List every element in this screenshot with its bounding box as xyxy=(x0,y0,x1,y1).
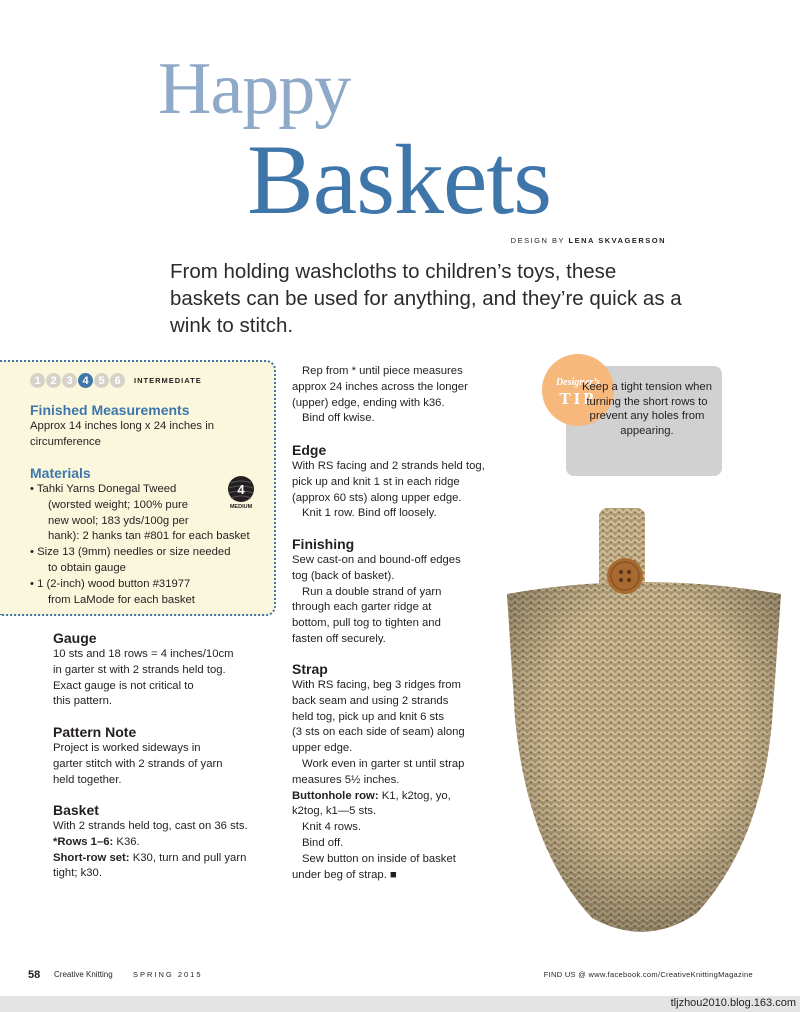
knitted-basket-photo xyxy=(497,508,787,940)
pattern-note-heading: Pattern Note xyxy=(53,724,137,740)
materials-item-yarn: • Tahki Yarns Donegal Tweed (worsted weight; 100% pure new wool; 183 yds/100g per hank): 2 hanks tan #801 for each basket xyxy=(30,482,270,545)
strap-text: With RS facing, beg 3 ridges from back seam and using 2 strands held tog, pick up and knit 6 sts (3 sts on each side of seam) along upper edge. Work even in garter st until strap measures 5½ inches. Buttonhole row: K1, k2tog, yo, k2tog, k1—5 sts. Knit 4 rows. Bind off. Sew button on inside of basket under beg of strap. ■ xyxy=(292,679,465,881)
magazine-name: Creative Knitting xyxy=(54,970,113,979)
facebook-link-text: FIND US @ www.facebook.com/CreativeKnittingMagazine xyxy=(543,970,753,979)
skill-label: INTERMEDIATE xyxy=(134,376,202,385)
finished-measurements-heading: Finished Measurements xyxy=(30,402,190,418)
materials-item-button: • 1 (2-inch) wood button #31977 from LaMode for each basket xyxy=(30,577,270,609)
skill-level-3: 3 xyxy=(62,373,77,388)
wood-button xyxy=(607,558,643,594)
title-line-happy: Happy xyxy=(158,48,351,130)
designer-tip-text: Keep a tight tension when turning the short rows to prevent any holes from appearing. xyxy=(581,381,712,437)
skill-level xyxy=(30,373,202,388)
materials-heading: Materials xyxy=(30,465,91,481)
basket-continued-text: Rep from * until piece measures approx 24 inches across the longer (upper) edge, ending with k36. Bind off kwise. xyxy=(292,365,468,425)
skill-level-1: 1 xyxy=(30,373,45,388)
intro-text: From holding washcloths to children’s toys, these baskets can be used for anything, and they’re quick as a wink to stitch. xyxy=(170,260,682,337)
yarn-weight-number: 4 xyxy=(237,482,245,497)
page-number: 58 xyxy=(28,969,41,981)
edge-text: With RS facing and 2 strands held tog, pick up and knit 1 st in each ridge (approx 60 sts) along upper edge. Knit 1 row. Bind off loosely. xyxy=(292,460,485,520)
materials-item-needles: • Size 13 (9mm) needles or size needed to obtain gauge xyxy=(30,545,270,577)
edge-heading: Edge xyxy=(292,442,327,458)
skill-level-5: 5 xyxy=(94,373,109,388)
finishing-heading: Finishing xyxy=(292,536,355,552)
finished-measurements-text: Approx 14 inches long x 24 inches in circumference xyxy=(30,420,215,448)
skill-level-2: 2 xyxy=(46,373,61,388)
finishing-text: Sew cast-on and bound-off edges tog (back of basket). Run a double strand of yarn through each garter ridge at bottom, pull tog to tighten and fasten off securely. xyxy=(292,554,461,645)
yarn-weight-icon xyxy=(224,475,258,509)
watermark-text: tljzhou2010.blog.163.com xyxy=(670,997,796,1009)
credit-prefix: DESIGN BY xyxy=(510,236,565,245)
skill-level-6: 6 xyxy=(110,373,125,388)
credit-designer: LENA SKVAGERSON xyxy=(568,236,666,245)
designer-credit xyxy=(511,236,666,245)
issue-season: SPRING 2015 xyxy=(133,970,203,979)
title-line-baskets: Baskets xyxy=(247,124,552,235)
gauge-heading: Gauge xyxy=(53,630,97,646)
skill-level-4-active: 4 xyxy=(78,373,93,388)
tip-badge-small-text: Designer’s xyxy=(555,377,601,388)
tip-badge-big-text: TIP xyxy=(559,389,597,408)
basket-text: With 2 strands held tog, cast on 36 sts. *Rows 1–6: K36. Short-row set: K30, turn and pull yarn tight; k30. xyxy=(53,820,248,880)
yarn-weight-label: MEDIUM xyxy=(229,504,253,509)
pattern-note-text: Project is worked sideways in garter stitch with 2 strands of yarn held together. xyxy=(53,742,223,786)
strap-heading: Strap xyxy=(292,661,328,677)
basket-heading: Basket xyxy=(53,802,99,818)
gauge-text: 10 sts and 18 rows = 4 inches/10cm in garter st with 2 strands held tog. Exact gauge is not critical to this pattern. xyxy=(53,648,234,708)
